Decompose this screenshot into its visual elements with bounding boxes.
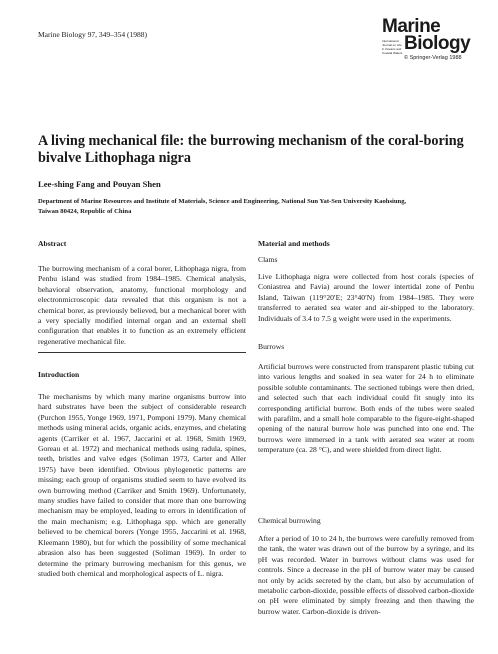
introduction-text: The mechanisms by which many marine organisms burrow into hard substrates have been the subject of considerable research (Purchon 1955, Yonge 1969, 1971, Pomponi 1979). Many chemical methods using mineral acids, organic acids, enzymes, and chelating agents (Carriker et al. 1967, Jaccarini et al. 1968, Smith 1969, Goreau et al. 1972) and mechanical methods using radula, spines, teeth, bristles and valve edges (Soliman 1973, Carter and Aller 1975) have been identified. Obvious phylogenetic patterns are missing; each group of organisms studied seem to have evolved its own burrowing method (Carriker and Smith 1969). Unfortunately, many studies have failed to consider that more than one burrowing mechanism may be employed, leading to errors in identification of the main mechanism; e.g. Lithophaga spp. which are generally believed to be chemical borers (Yonge 1955, Jaccarini et al. 1968, Kleemann 1980), but for which the possibility of some mechanical abrasion also has been suggested (Soliman 1969). In order to determine the primary burrowing mechanism for this genus, we studied both chemical and morphological aspects of L. nigra. xyxy=(38,392,246,578)
affiliation-line-1: Department of Marine Resources and Institute of Materials, Science and Engineering, National Sun Yat-Sen University Kaohsiung, xyxy=(38,198,407,205)
methods-heading: Material and methods xyxy=(258,239,330,248)
affiliation-line-2: Taiwan 80424, Republic of China xyxy=(38,208,132,215)
chemical-burrowing-heading: Chemical burrowing xyxy=(258,516,321,525)
affiliation xyxy=(38,197,478,217)
logo-word-biology: Biology xyxy=(404,33,471,54)
abstract-text: The burrowing mechanism of a coral borer, Lithophaga nigra, from Penhu island was studied from 1984–1985. Chemical analysis, behavioral observation, anatomy, functional morphology and electronmicroscopic data revealed that this organism is not a chemical borer, as previously believed, but a mechanical borer with a very specially modified internal organ and an external shell configuration that enables it to function as an extremely efficient regenerative mechanical file. xyxy=(38,264,246,346)
authors: Lee-shing Fang and Pouyan Shen xyxy=(38,179,161,189)
abstract-divider xyxy=(38,352,246,353)
clams-heading: Clams xyxy=(258,255,278,264)
abstract-heading: Abstract xyxy=(38,239,67,248)
burrows-text: Artificial burrows were constructed from transparent plastic tubing cut into various lengths and soaked in sea water for 24 h to eliminate possible soluble contaminants. The sectioned tubings were then dried, and selected such that each individual could fit snugly into its corresponding artificial burrow. Both ends of the tubes were sealed with parafilm, and a small hole comparable to the figure-eight-shaped opening of the natural burrow hole was punched into one end. The burrows were immersed in a tank with aerated sea water at room temperature (ca. 28 °C), and were shielded from direct light. xyxy=(258,362,474,455)
publisher-line: © Springer-Verlag 1988 xyxy=(404,55,462,61)
journal-logo xyxy=(382,17,470,77)
article-title: A living mechanical file: the burrowing mechanism of the coral-boring bivalve Lithophaga nigra xyxy=(38,133,464,166)
journal-reference: Marine Biology 97, 349–354 (1988) xyxy=(38,30,147,39)
clams-text: Live Lithophaga nigra were collected from host corals (species of Coniastrea and Favia) around the lower intertidal zone of Penhu Island, Taiwan (119°20′E; 23°40′N) from 1984–1985. They were transferred to aerated sea water and air-shipped to the laboratory. Individuals of 3.4 to 7.5 g weight were used in the experiments. xyxy=(258,272,474,323)
burrows-heading: Burrows xyxy=(258,342,285,351)
introduction-heading: Introduction xyxy=(38,370,80,379)
logo-word-marine: Marine xyxy=(382,16,441,37)
logo-small-text: International Journal on Life in Oceans and Coastal Waters xyxy=(382,39,403,55)
chemical-burrowing-text: After a period of 10 to 24 h, the burrows were carefully removed from the tank, the water was drawn out of the burrow by a syringe, and its pH was recorded. Water in burrows without clams was used for controls. Since a decrease in the pH of burrow water may be caused not only by acids secreted by the clam, but also by accumulation of metabolic carbon-dioxide, possible effects of dissolved carbon-dioxide on pH were eliminated by simply freezing and then thawing the burrow water. Carbon-dioxide is driven- xyxy=(258,534,474,616)
